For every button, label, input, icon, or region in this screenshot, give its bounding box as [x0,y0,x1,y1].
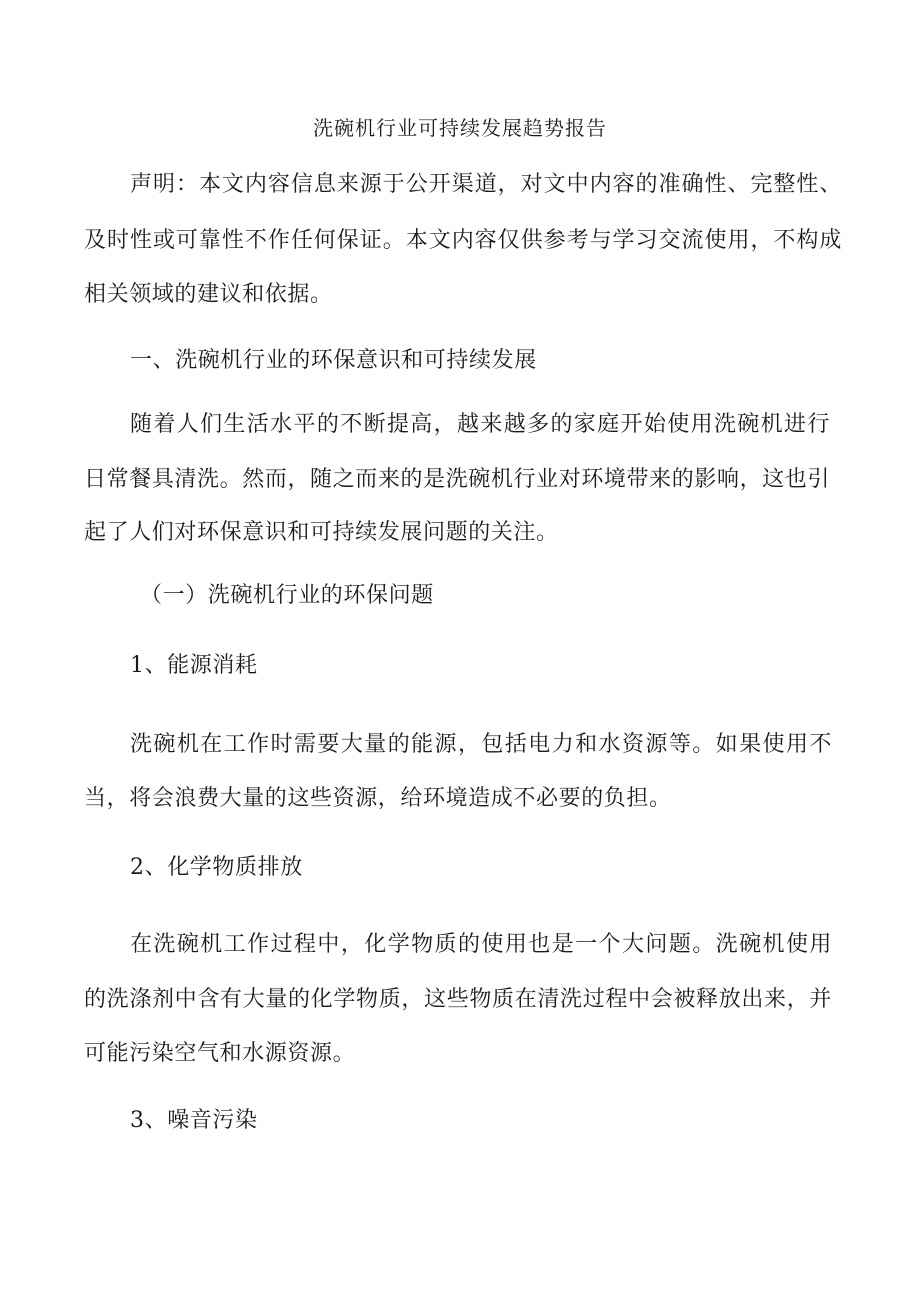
section-1-paragraph-line-1: 随着人们生活水平的不断提高，越来越多的家庭开始使用洗碗机进行 [130,412,830,437]
item-3-heading: 3、噪音污染 [130,1108,258,1133]
document-title: 洗碗机行业可持续发展趋势报告 [313,116,607,140]
item-2-paragraph-line-1: 在洗碗机工作过程中，化学物质的使用也是一个大问题。洗碗机使用 [130,932,832,957]
item-2-paragraph-line-3: 可能污染空气和水源资源。 [84,1041,356,1066]
section-1-paragraph-line-3: 起了人们对环保意识和可持续发展问题的关注。 [84,520,559,545]
item-1-paragraph-line-1: 洗碗机在工作时需要大量的能源，包括电力和水资源等。如果使用不 [130,732,832,757]
disclaimer-line-1: 声明：本文内容信息来源于公开渠道，对文中内容的准确性、完整性、 [130,172,842,197]
item-2-paragraph-line-2: 的洗涤剂中含有大量的化学物质，这些物质在清洗过程中会被释放出来，并 [84,987,832,1012]
item-2-heading: 2、化学物质排放 [130,855,303,880]
disclaimer-line-3: 相关领域的建议和依据。 [84,282,333,307]
item-1-heading: 1、能源消耗 [130,653,258,678]
section-1-heading: 一、洗碗机行业的环保意识和可持续发展 [130,348,537,373]
subsection-1-heading: （一）洗碗机行业的环保问题 [140,583,434,608]
item-1-paragraph-line-2: 当，将会浪费大量的这些资源，给环境造成不必要的负担。 [84,786,672,811]
section-1-paragraph-line-2: 日常餐具清洗。然而，随之而来的是洗碗机行业对环境带来的影响，这也引 [84,467,830,492]
disclaimer-line-2: 及时性或可靠性不作任何保证。本文内容仅供参考与学习交流使用，不构成 [84,228,842,253]
